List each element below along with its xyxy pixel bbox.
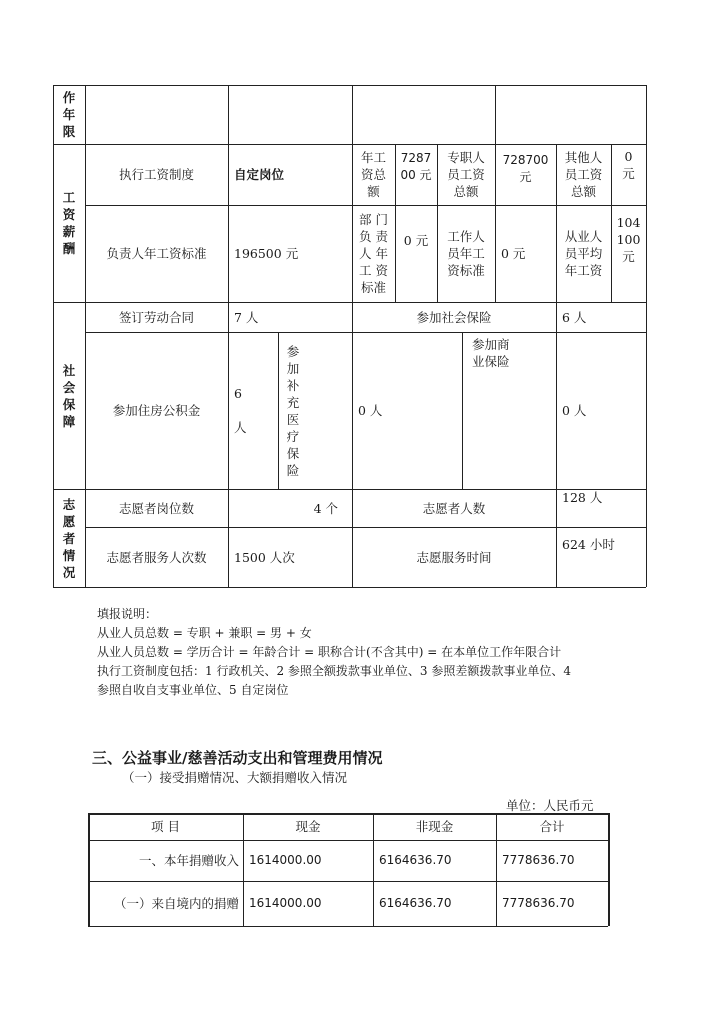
commercial-insurance-label: 参加商 业保险 <box>472 337 510 369</box>
others-salary-label: 其他人 员工资 总额 <box>564 150 603 199</box>
row-cash: 1614000.00 <box>249 853 322 867</box>
row-noncash: 6164636.70 <box>379 896 452 910</box>
others-salary-value: 0 元 <box>622 149 635 181</box>
notes-line: 参照自收自支事业单位、5 自定岗位 <box>97 683 289 697</box>
fulltime-salary-label: 专职人 员工资 总额 <box>447 150 485 199</box>
salary-group-label: 工 资 薪 酬 <box>62 190 76 256</box>
section-heading: 三、公益事业/慈善活动支出和管理费用情况 <box>92 749 383 767</box>
salary-system-label: 执行工资制度 <box>118 167 194 182</box>
dept-head-std-label: 部 门 负 责 人 年 工 资 标准 <box>359 212 388 295</box>
volunteer-hours-value: 624 小时 <box>562 537 615 552</box>
annual-total-label: 年工 资总 额 <box>360 150 386 199</box>
avg-salary-label: 从业人 员平均 年工资 <box>564 229 603 278</box>
notes-line: 执行工资制度包括：1 行政机关、2 参照全额拨款事业单位、3 参照差额拨款事业单位、4 <box>97 664 571 678</box>
unit-label: 单位：人民币元 <box>506 798 594 813</box>
staff-std-value: 0 元 <box>501 246 526 261</box>
volunteer-group-label: 志 愿 者 情 况 <box>62 496 76 580</box>
supp-medical-value: 0 人 <box>358 403 383 418</box>
contract-label: 签订劳动合同 <box>118 309 194 325</box>
insurance-label: 参加社会保险 <box>416 309 492 325</box>
row-total: 7778636.70 <box>502 853 575 867</box>
row-total: 7778636.70 <box>502 896 575 910</box>
salary-system-value: 自定岗位 <box>234 167 285 182</box>
volunteer-posts-label: 志愿者岗位数 <box>118 500 194 516</box>
row-cash: 1614000.00 <box>249 896 322 910</box>
housing-fund-value: 6 人 <box>234 386 247 435</box>
table-line <box>88 926 608 927</box>
table-line <box>352 85 353 144</box>
table-line <box>53 587 646 588</box>
table-line <box>646 85 647 587</box>
volunteer-posts-value: 4 个 <box>313 500 338 516</box>
row-noncash: 6164636.70 <box>379 853 452 867</box>
header-noncash: 非现金 <box>415 819 454 834</box>
header-item: 项 目 <box>151 819 180 834</box>
volunteer-times-label: 志愿者服务人次数 <box>106 549 207 565</box>
section-subheading: （一）接受捐赠情况、大额捐赠收入情况 <box>122 770 348 785</box>
insurance-value: 6 人 <box>562 309 587 325</box>
leader-salary-std-value: 196500 元 <box>234 246 299 261</box>
housing-fund-label: 参加住房公积金 <box>112 403 201 418</box>
volunteer-count-value: 128 人 <box>562 490 603 505</box>
contract-value: 7 人 <box>234 309 259 325</box>
supp-medical-label: 参 加 补 充 医 疗 保 险 <box>286 343 300 478</box>
volunteer-hours-label: 志愿服务时间 <box>416 549 492 565</box>
row-item: （一）来自境内的捐赠 <box>113 896 239 911</box>
table-line <box>228 85 229 144</box>
commercial-insurance-value: 0 人 <box>562 403 587 418</box>
volunteer-count-label: 志愿者人数 <box>422 500 486 516</box>
notes-title: 填报说明： <box>97 607 158 621</box>
table-line <box>495 85 496 144</box>
dept-head-std-value: 0 元 <box>403 233 429 248</box>
staff-std-label: 工作人 员年工 资标准 <box>447 229 485 278</box>
social-group-label: 社 会 保 障 <box>62 362 76 429</box>
header-total: 合计 <box>539 819 565 834</box>
table-line <box>53 85 646 86</box>
notes-line: 从业人员总数 = 学历合计 = 年龄合计 = 职称合计(不含其中) = 在本单位工作年限合计 <box>97 645 562 659</box>
annual-total-value: 7287 00 元 <box>400 151 432 182</box>
fulltime-salary-value: 728700 元 <box>502 153 549 184</box>
header-cash: 现金 <box>295 819 321 834</box>
row-item: 一、本年捐赠收入 <box>138 853 239 868</box>
volunteer-times-value: 1500 人次 <box>234 549 295 565</box>
avg-salary-value: 104 100 元 <box>616 215 641 264</box>
table-line <box>85 85 86 144</box>
work-years-label: 作 年 限 <box>62 90 76 139</box>
table-line <box>608 813 610 926</box>
notes-line: 从业人员总数 = 专职 + 兼职 = 男 + 女 <box>97 626 312 640</box>
leader-salary-std-label: 负责人年工资标准 <box>106 246 207 261</box>
